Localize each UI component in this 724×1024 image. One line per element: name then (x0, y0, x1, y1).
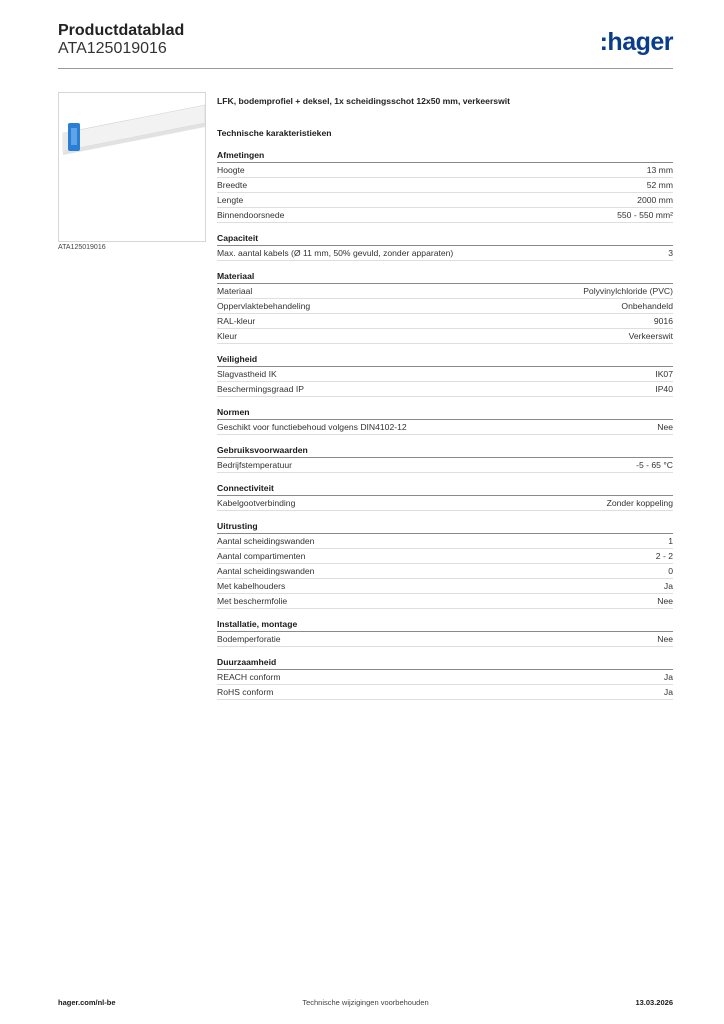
spec-group-title: Normen (217, 406, 673, 420)
spec-group-title: Duurzaamheid (217, 656, 673, 670)
spec-group-title: Materiaal (217, 270, 673, 284)
spec-row (217, 670, 673, 685)
spec-row (217, 594, 673, 609)
spec-label: Met beschermfolie (217, 596, 288, 606)
spec-label: Beschermingsgraad IP (217, 384, 304, 394)
spec-label: Breedte (217, 180, 248, 190)
spec-row (217, 246, 673, 261)
header-divider (58, 68, 673, 69)
footer-disclaimer: Technische wijzigingen voorbehouden (302, 998, 429, 1007)
spec-row (217, 579, 673, 594)
spec-value: Onbehandeld (621, 301, 673, 311)
spec-row (217, 632, 673, 647)
spec-row (217, 496, 673, 511)
section-title: Technische karakteristieken (217, 128, 332, 138)
spec-row (217, 458, 673, 473)
spec-value: 2 - 2 (655, 551, 673, 561)
footer-website: hager.com/nl-be (58, 998, 116, 1007)
spec-value: Verkeerswit (628, 331, 673, 341)
spec-row (217, 329, 673, 344)
spec-value: Ja (663, 687, 673, 697)
spec-group-title: Uitrusting (217, 520, 673, 534)
spec-value: Ja (663, 672, 673, 682)
spec-label: Aantal scheidingswanden (217, 566, 315, 576)
spec-value: 550 - 550 mm² (617, 210, 673, 220)
spec-label: Geschikt voor functiebehoud volgens DIN4102-12 (217, 422, 407, 432)
product-code: ATA125019016 (58, 40, 167, 57)
spec-group-title: Afmetingen (217, 149, 673, 163)
spec-value: 13 mm (646, 165, 673, 175)
spec-row (217, 178, 673, 193)
spec-group-title: Installatie, montage (217, 618, 673, 632)
document-title: Productdatablad (58, 22, 185, 39)
spec-label: Oppervlaktebehandeling (217, 301, 311, 311)
spec-value: Nee (657, 634, 673, 644)
spec-label: Binnendoorsnede (217, 210, 285, 220)
spec-label: RoHS conform (217, 687, 274, 697)
spec-row (217, 163, 673, 178)
spec-row (217, 284, 673, 299)
spec-label: Lengte (217, 195, 244, 205)
spec-group-title: Veiligheid (217, 353, 673, 367)
spec-value: 0 (668, 566, 673, 576)
spec-row (217, 314, 673, 329)
spec-row (217, 549, 673, 564)
spec-label: Met kabelhouders (217, 581, 286, 591)
page-header (58, 22, 673, 68)
spec-label: Bedrijfstemperatuur (217, 460, 292, 470)
spec-label: Kleur (217, 331, 238, 341)
product-image (58, 92, 206, 242)
spec-value: Nee (657, 422, 673, 432)
spec-label: REACH conform (217, 672, 281, 682)
spec-value: Ja (663, 581, 673, 591)
spec-row (217, 685, 673, 700)
spec-label: RAL-kleur (217, 316, 256, 326)
spec-group-title: Gebruiksvoorwaarden (217, 444, 673, 458)
spec-row (217, 534, 673, 549)
spec-value: 52 mm (646, 180, 673, 190)
spec-value: Zonder koppeling (606, 498, 673, 508)
spec-label: Bodemperforatie (217, 634, 281, 644)
spec-value: IP40 (655, 384, 673, 394)
spec-value: Nee (657, 596, 673, 606)
spec-row (217, 299, 673, 314)
spec-label: Max. aantal kabels (Ø 11 mm, 50% gevuld, zonder apparaten) (217, 248, 454, 258)
datasheet-content (217, 94, 673, 700)
spec-group-title: Connectiviteit (217, 482, 673, 496)
spec-groups (217, 149, 673, 700)
spec-group-title: Capaciteit (217, 232, 673, 246)
spec-label: Materiaal (217, 286, 253, 296)
spec-label: Slagvastheid IK (217, 369, 277, 379)
spec-row (217, 208, 673, 223)
image-caption: ATA125019016 (58, 244, 106, 251)
product-description: LFK, bodemprofiel + deksel, 1x scheidingsschot 12x50 mm, verkeerswit (217, 96, 511, 106)
spec-label: Kabelgootverbinding (217, 498, 296, 508)
footer-date: 13.03.2026 (635, 998, 673, 1007)
spec-value: 3 (668, 248, 673, 258)
spec-row (217, 367, 673, 382)
spec-row (217, 193, 673, 208)
spec-value: 2000 mm (637, 195, 673, 205)
spec-row (217, 420, 673, 435)
spec-row (217, 382, 673, 397)
spec-value: -5 - 65 °C (636, 460, 673, 470)
spec-label: Hoogte (217, 165, 245, 175)
spec-label: Aantal compartimenten (217, 551, 306, 561)
spec-value: 1 (668, 536, 673, 546)
cable-duct-illustration (59, 93, 205, 241)
spec-row (217, 564, 673, 579)
spec-label: Aantal scheidingswanden (217, 536, 315, 546)
hager-logo: :hager (599, 28, 673, 56)
spec-value: IK07 (655, 369, 673, 379)
spec-value: Polyvinylchloride (PVC) (583, 286, 673, 296)
spec-value: 9016 (653, 316, 673, 326)
